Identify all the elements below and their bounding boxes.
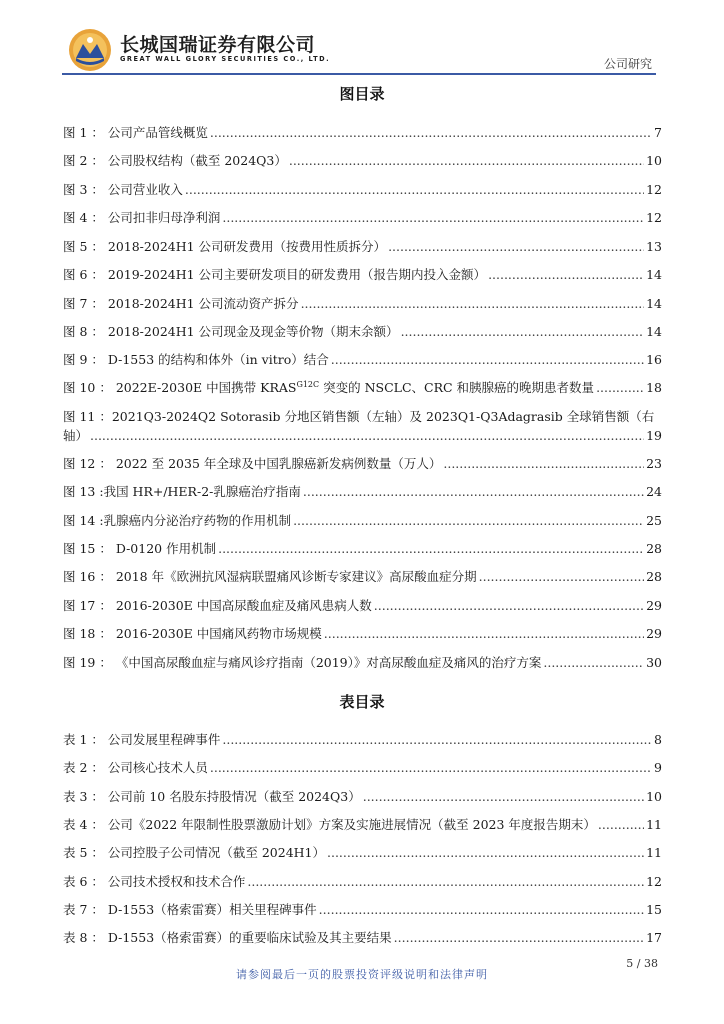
toc-entry-page: 17: [646, 930, 662, 945]
figure-toc-entry[interactable]: [63, 210, 662, 226]
toc-entry-label: 图 2 ： 公司股权结构（截至 2024Q3）: [63, 153, 287, 168]
table-toc-entry[interactable]: [63, 845, 662, 861]
toc-entry-page: 24: [646, 484, 662, 499]
toc-entry-label: 图 7 ： 2018-2024H1 公司流动资产拆分: [63, 296, 299, 311]
figure-toc-entry[interactable]: [63, 153, 662, 169]
toc-entry-label: 表 4 ： 公司《2022 年限制性股票激励计划》方案及实施进展情况（截至 2023 年度报告期末）: [63, 817, 596, 832]
toc-entry-page: 30: [646, 655, 662, 670]
figure-toc-entry[interactable]: [63, 296, 662, 312]
toc-entry-label: 图 1 ： 公司产品管线概览: [63, 125, 208, 140]
toc-entry-page: 11: [646, 817, 662, 832]
toc-entry-label: 表 8 ： D-1553（格索雷赛）的重要临床试验及其主要结果: [63, 930, 392, 945]
table-toc-entry[interactable]: [63, 817, 662, 833]
toc-entry-label: 图 13 :我国 HR+/HER-2-乳腺癌治疗指南: [63, 484, 301, 499]
toc-entry-label: 图 19 ： 《中国高尿酸血症与痛风诊疗指南（2019）》对高尿酸血症及痛风的治疗方案: [63, 655, 542, 670]
toc-leader: [596, 380, 644, 396]
figure-toc-entry[interactable]: [63, 352, 662, 368]
toc-entry-label: 图 4 ： 公司扣非归母净利润: [63, 210, 221, 225]
toc-leader: [443, 456, 644, 472]
toc-leader: [222, 210, 644, 226]
toc-entry-label: 图 15 ： D-0120 作用机制: [63, 541, 217, 556]
figure-toc-entry-line1[interactable]: [63, 409, 662, 425]
toc-leader: [331, 352, 644, 368]
toc-entry-page: 14: [646, 324, 662, 339]
toc-leader: [90, 428, 644, 444]
toc-entry-label: 图 8 ： 2018-2024H1 公司现金及现金等价物（期末余额）: [63, 324, 399, 339]
toc-entry-label: 图 16 ： 2018 年《欧洲抗风湿病联盟痛风诊断专家建议》高尿酸血症分期: [63, 569, 477, 584]
toc-leader: [289, 153, 644, 169]
toc-entry-label: 图 12 ： 2022 至 2035 年全球及中国乳腺癌新发病例数量（万人）: [63, 456, 442, 471]
page-header: [0, 0, 724, 80]
figure-toc-entry[interactable]: [63, 626, 662, 642]
toc-entry-page: 16: [646, 352, 662, 367]
figure-toc-entry[interactable]: [63, 324, 662, 340]
toc-entry-label: 表 1 ： 公司发展里程碑事件: [63, 732, 221, 747]
toc-leader: [303, 484, 644, 500]
figure-toc-entry[interactable]: [63, 125, 662, 141]
toc-leader: [293, 513, 644, 529]
header-divider: [62, 73, 656, 75]
toc-entry-label: 图 3 ： 公司营业收入: [63, 182, 183, 197]
figure-toc-entry[interactable]: [63, 182, 662, 198]
toc-entry-label: 表 6 ： 公司技术授权和技术合作: [63, 874, 246, 889]
toc-entry-label-sup: G12C: [296, 380, 320, 389]
toc-entry-page: 12: [646, 182, 662, 197]
table-toc-entry[interactable]: [63, 732, 662, 748]
toc-entry-page: 18: [646, 380, 662, 395]
table-toc-entry[interactable]: [63, 789, 662, 805]
figure-toc-entry-line2[interactable]: [63, 428, 662, 444]
toc-leader: [374, 598, 644, 614]
toc-leader: [598, 817, 644, 833]
table-toc-entry[interactable]: [63, 902, 662, 918]
toc-entry-page: 8: [654, 732, 662, 747]
toc-entry-label: 图 18 ： 2016-2030E 中国痛风药物市场规模: [63, 626, 322, 641]
figure-toc-entry[interactable]: [63, 267, 662, 283]
toc-leader: [363, 789, 644, 805]
toc-entry-label: 图 11 ：2021Q3-2024Q2 Sotorasib 分地区销售额（左轴）及 2023Q1-Q3Adagrasib 全球销售额（右: [63, 409, 655, 424]
toc-entry-label: 表 5 ： 公司控股子公司情况（截至 2024H1）: [63, 845, 326, 860]
toc-entry-label: 轴）: [63, 428, 89, 443]
figure-toc-entry[interactable]: [63, 541, 662, 557]
toc-entry-label: 表 3 ： 公司前 10 名股东持股情况（截至 2024Q3）: [63, 789, 361, 804]
toc-leader: [247, 874, 644, 890]
footer-disclaimer: 请参阅最后一页的股票投资评级说明和法律声明: [236, 968, 488, 981]
page-number: 5 / 38: [626, 957, 658, 970]
brand-name-cn: 长城国瑞证券有限公司: [120, 34, 316, 56]
toc-leader: [543, 655, 644, 671]
figure-toc-entry[interactable]: [63, 456, 662, 472]
toc-entry-label: 表 2 ： 公司核心技术人员: [63, 760, 208, 775]
toc-leader: [218, 541, 644, 557]
toc-entry-label: 表 7 ： D-1553（格索雷赛）相关里程碑事件: [63, 902, 317, 917]
toc-entry-page: 9: [654, 760, 662, 775]
figure-toc-entry[interactable]: [63, 655, 662, 671]
toc-entry-page: 29: [646, 626, 662, 641]
toc-entry-page: 13: [646, 239, 662, 254]
toc-entry-page: 14: [646, 267, 662, 282]
toc-entry-page: 14: [646, 296, 662, 311]
toc-entry-label-pre: 图 10 ： 2022E-2030E 中国携带 KRAS: [63, 380, 297, 395]
toc-entry-label: [63, 380, 594, 396]
figure-toc-entry[interactable]: [63, 239, 662, 255]
toc-entry-page: 19: [646, 428, 662, 443]
toc-entry-page: 10: [646, 153, 662, 168]
toc-leader: [301, 296, 645, 312]
toc-entry-page: 25: [646, 513, 662, 528]
company-logo-icon: [68, 28, 112, 72]
toc-leader: [488, 267, 644, 283]
toc-leader: [319, 902, 644, 918]
toc-leader: [324, 626, 644, 642]
figure-toc-entry[interactable]: [63, 513, 662, 529]
toc-entry-page: 23: [646, 456, 662, 471]
table-toc-entry[interactable]: [63, 760, 662, 776]
toc-leader: [210, 125, 652, 141]
section-label: 公司研究: [603, 57, 652, 71]
toc-entry-page: 28: [646, 541, 662, 556]
toc-leader: [479, 569, 644, 585]
toc-leader: [210, 760, 652, 776]
toc-entry-page: 15: [646, 902, 662, 917]
table-toc-entry[interactable]: [63, 930, 662, 946]
toc-leader: [327, 845, 644, 861]
figures-toc-title: 图目录: [339, 85, 385, 103]
table-toc-entry[interactable]: [63, 874, 662, 890]
toc-leader: [394, 930, 644, 946]
toc-leader: [222, 732, 652, 748]
toc-entry-page: 29: [646, 598, 662, 613]
toc-entry-page: 7: [654, 125, 662, 140]
toc-entry-page: 12: [646, 874, 662, 889]
toc-leader: [388, 239, 644, 255]
toc-entry-label-post: 突变的 NSCLC、CRC 和胰腺癌的晚期患者数量: [319, 380, 595, 395]
figure-toc-entry[interactable]: [63, 484, 662, 500]
toc-leader: [185, 182, 644, 198]
figure-toc-entry[interactable]: [63, 380, 662, 396]
toc-entry-page: 11: [646, 845, 662, 860]
toc-entry-label: 图 14 :乳腺癌内分泌治疗药物的作用机制: [63, 513, 292, 528]
tables-toc-title: 表目录: [339, 693, 385, 711]
toc-entry-label: 图 6 ： 2019-2024H1 公司主要研发项目的研发费用（报告期内投入金额）: [63, 267, 487, 282]
toc-entry-page: 28: [646, 569, 662, 584]
figure-toc-entry[interactable]: [63, 598, 662, 614]
toc-entry-label: 图 5 ： 2018-2024H1 公司研发费用（按费用性质拆分）: [63, 239, 387, 254]
toc-leader: [401, 324, 645, 340]
brand-name-en: GREAT WALL GLORY SECURITIES CO., LTD.: [120, 55, 331, 63]
toc-entry-label: 图 9 ： D-1553 的结构和体外（in vitro）结合: [63, 352, 329, 367]
toc-entry-page: 12: [646, 210, 662, 225]
toc-entry-label: 图 17 ： 2016-2030E 中国高尿酸血症及痛风患病人数: [63, 598, 372, 613]
figure-toc-entry[interactable]: [63, 569, 662, 585]
toc-entry-page: 10: [646, 789, 662, 804]
